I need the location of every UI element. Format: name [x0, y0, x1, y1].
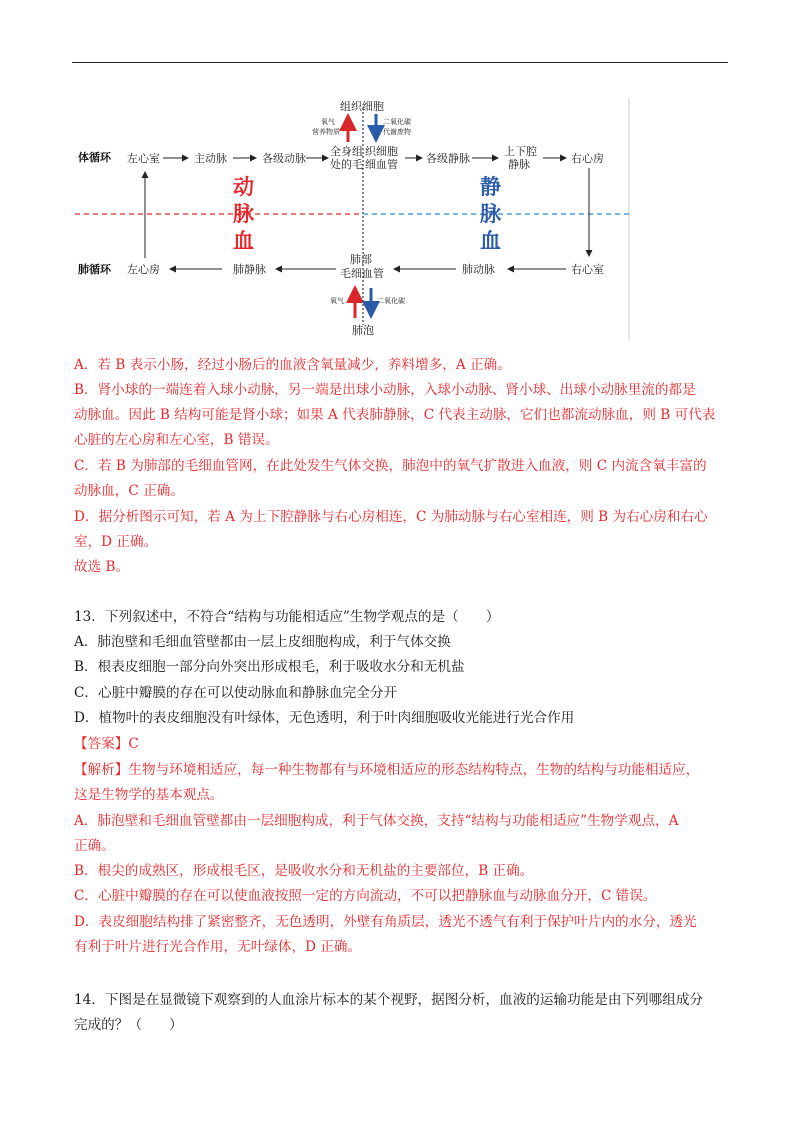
answer-d-line-2: 室，D 正确。 — [74, 534, 158, 550]
node-pulmonary-artery: 肺动脉 — [462, 263, 495, 276]
node-capillary-3: 处的毛 — [330, 158, 363, 171]
q13-analysis-d-2: 有利于叶片进行光合作用，无叶绿体，D 正确。 — [74, 939, 362, 955]
node-lung-cap-2: 毛细血管 — [340, 267, 384, 280]
choose-b-line: 故选 B。 — [74, 559, 130, 575]
answer-b-line-2: 动脉血。因此 B 结构可能是肾小球；如果 A 代表肺静脉，C 代表主动脉，它们也都流动脉血，则 B 可代表 — [74, 407, 716, 423]
co2-small-label: 二氧化碳 — [383, 118, 411, 126]
q13-answer: 【答案】C — [74, 736, 139, 752]
answer-a-line: A．若 B 表示小肠，经过小肠后的血液含氧量减少，养料增多，A 正确。 — [74, 357, 511, 373]
q13-analysis-c: C．心脏中瓣膜的存在可以使血液按照一定的方向流动，不可以把静脉血与动脉血分开，C 错误。 — [74, 888, 657, 904]
co2-bottom-label: 二氧化碳 — [377, 297, 405, 305]
answer-c-line-2: 动脉血，C 正确。 — [74, 483, 184, 499]
venous-char-1: 静 — [480, 175, 501, 199]
node-arteries: 各级动脉 — [262, 152, 306, 165]
waste-small-label: 代谢废物 — [383, 128, 411, 136]
node-left-ventricle: 左心室 — [127, 152, 160, 165]
answer-b-line-1: B．肾小球的一端连着入球小动脉，另一端是出球小动脉，入球小动脉、肾小球、出球小动脉里流的都是 — [74, 382, 696, 398]
venous-char-3: 血 — [480, 229, 501, 253]
venous-char-2: 脉 — [480, 202, 501, 226]
q13-analysis-b: B．根尖的成熟区，形成根毛区，是吸收水分和无机盐的主要部位，B 正确。 — [74, 863, 534, 879]
oxygen-bottom-label: 氧气 — [330, 297, 344, 305]
q13-analysis-2: 这是生物学的基本观点。 — [74, 787, 224, 803]
question-14-stem-1: 14．下图是在显微镜下观察到的人血涂片标本的某个视野，据图分析，血液的运输功能是由下列哪组成分 — [74, 992, 704, 1008]
node-capillary-2: 织细胞 — [365, 145, 398, 158]
node-lung-cap-1: 肺部 — [350, 253, 372, 266]
question-13-stem: 13．下列叙述中，不符合“结构与功能相适应”生物学观点的是（ ） — [74, 609, 500, 625]
q13-option-a: A．肺泡壁和毛细血管壁都由一层上皮细胞构成，利于气体交换 — [74, 634, 451, 650]
arterial-char-1: 动 — [233, 175, 254, 199]
q13-analysis-1: 【解析】生物与环境相适应，每一种生物都有与环境相适应的形态结构特点，生物的结构与功能相适应， — [74, 762, 700, 778]
q13-option-d: D．植物叶的表皮细胞没有叶绿体，无色透明，利于叶肉细胞吸收光能进行光合作用 — [74, 710, 575, 726]
pulmonary-circulation-label: 肺循环 — [78, 263, 111, 276]
node-pulmonary-vein: 肺静脉 — [233, 263, 266, 276]
question-14-stem-2: 完成的？（ ） — [74, 1017, 183, 1033]
node-vena-cava-2: 静脉 — [508, 158, 530, 171]
blood-circulation-diagram — [0, 0, 800, 345]
oxygen-small-label: 氧气 — [321, 118, 335, 126]
node-capillary-1: 全身组 — [330, 145, 363, 158]
node-veins: 各级静脉 — [426, 152, 470, 165]
q13-option-c: C．心脏中瓣膜的存在可以使动脉血和静脉血完全分开 — [74, 685, 398, 701]
q13-option-b: B．根表皮细胞一部分向外突出形成根毛，利于吸收水分和无机盐 — [74, 659, 465, 675]
node-left-atrium: 左心房 — [127, 263, 160, 276]
node-vena-cava-1: 上下腔 — [504, 145, 537, 158]
nutrients-small-label: 营养物质 — [312, 128, 340, 136]
node-right-ventricle: 右心室 — [571, 263, 604, 276]
answer-b-line-3: 心脏的左心房和左心室，B 错误。 — [74, 432, 279, 448]
systemic-circulation-label: 体循环 — [78, 151, 111, 164]
answer-c-line-1: C．若 B 为肺部的毛细血管网，在此处发生气体交换，肺泡中的氧气扩散进入血液，则 C 内流含氧丰富的 — [74, 458, 707, 474]
tissue-cells-label: 组织细胞 — [340, 100, 384, 113]
node-capillary-4: 细血管 — [365, 158, 398, 171]
node-right-atrium: 右心房 — [571, 152, 604, 165]
node-aorta: 主动脉 — [194, 152, 227, 165]
q13-analysis-a-1: A．肺泡壁和毛细血管壁都由一层细胞构成，利于气体交换，支持“结构与功能相适应”生物学观点，A — [74, 813, 679, 829]
q13-analysis-d-1: D．表皮细胞结构排了紧密整齐，无色透明，外壁有角质层，透光不透气有利于保护叶片内的水分，透光 — [74, 914, 697, 930]
arterial-char-3: 血 — [233, 229, 254, 253]
alveoli-label: 肺泡 — [352, 324, 374, 337]
q13-analysis-a-2: 正确。 — [74, 838, 115, 854]
answer-d-line-1: D．据分析图示可知，若 A 为上下腔静脉与右心房相连，C 为肺动脉与右心室相连，则 B 为右心房和右心 — [74, 509, 708, 525]
arterial-char-2: 脉 — [233, 202, 254, 226]
